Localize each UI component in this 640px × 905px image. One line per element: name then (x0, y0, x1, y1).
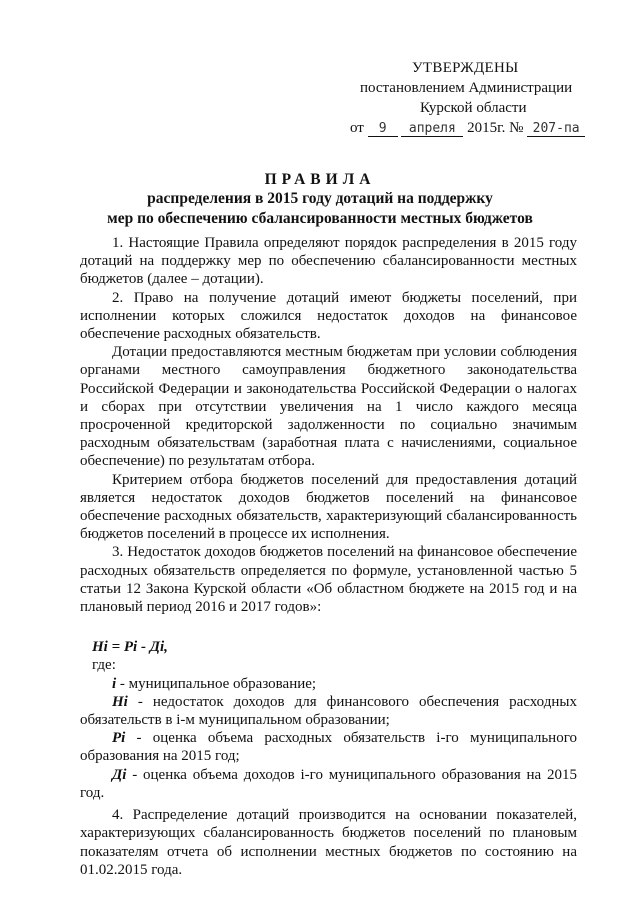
subtitle-line-2: мер по обеспечению сбалансированности местных бюджетов (107, 210, 533, 227)
symbol-h: Нi (112, 693, 128, 710)
approval-stamp (350, 58, 620, 138)
approval-region: Курской области (420, 100, 527, 116)
formula: Нi = Рi - Дi, (92, 639, 168, 656)
paragraph-5: 3. Недостаток доходов бюджетов поселений на финансовое обеспечение расходных обязательств определяется по формуле, установленной частью 5 статьи 12 Закона Курской области «Об областном бюджете на 2015 год и на плановый период 2016 и 2017 годов»: (80, 544, 577, 616)
document-body (80, 234, 577, 879)
definition-d: Дi - оценка объема доходов i-го муниципального образования на 2015 год. (80, 766, 577, 801)
symbol-p: Рi (112, 730, 126, 747)
symbol-d: Дi (112, 766, 127, 783)
resolution-number: 207-па (527, 121, 585, 137)
definition-i: i - муниципальное образование; (112, 675, 317, 692)
subtitle-line-1: распределения в 2015 году дотаций на поддержку (147, 190, 493, 207)
date-day: 9 (368, 121, 398, 137)
definition-p: Рi - оценка объема расходных обязательств i-го муниципального образования на 2015 год; (80, 730, 577, 765)
document-title: ПРАВИЛА (264, 171, 376, 188)
date-month: апреля (401, 121, 463, 137)
date-prefix: от (350, 120, 364, 136)
paragraph-3: Дотации предоставляются местным бюджетам при условии соблюдения органами местного самоуправления бюджетного законодательства Российской Федерации и законодательства Российской Федерации о налогах и сборах при отсутствии увеличения на 1 число каждого месяца просроченной кредиторской задолженности по социально значимым расходным обязательствам (заработная плата с начислениями, социальное обеспечение) по результатам отбора. (80, 344, 577, 470)
approval-resolution: постановлением Администрации (360, 80, 573, 96)
symbol-i: i (112, 675, 117, 692)
paragraph-1: 1. Настоящие Правила определяют порядок распределения в 2015 году дотаций на поддержку мер по обеспечению сбалансированности местных бюджетов (далее – дотации). (80, 235, 577, 288)
paragraph-4: Критерием отбора бюджетов поселений для предоставления дотаций является недостаток доходов бюджетов поселений на финансовое обеспечение расходных обязательств, характеризующий сбалансированность бюджетов поселений в процессе их исполнения. (80, 471, 577, 543)
document-subtitle (0, 189, 640, 229)
date-year: 2015г. № (467, 120, 524, 136)
paragraph-2: 2. Право на получение дотаций имеют бюджеты поселений, при исполнении которых сложился недостаток доходов на финансовое обеспечение расходных обязательств. (80, 289, 577, 343)
paragraph-6: 4. Распределение дотаций производится на основании показателей, характеризующих сбалансированность бюджетов поселений по плановым показателям отчета об исполнении местных бюджетов по состоянию на 01.02.2015 года. (80, 807, 577, 878)
approval-heading: УТВЕРЖДЕНЫ (412, 60, 519, 76)
approval-date-line (350, 118, 620, 138)
definition-h: Нi - недостаток доходов для финансового обеспечения расходных обязательств в i-м муниципальном образовании; (80, 693, 577, 729)
formula-where: где: (92, 657, 116, 674)
